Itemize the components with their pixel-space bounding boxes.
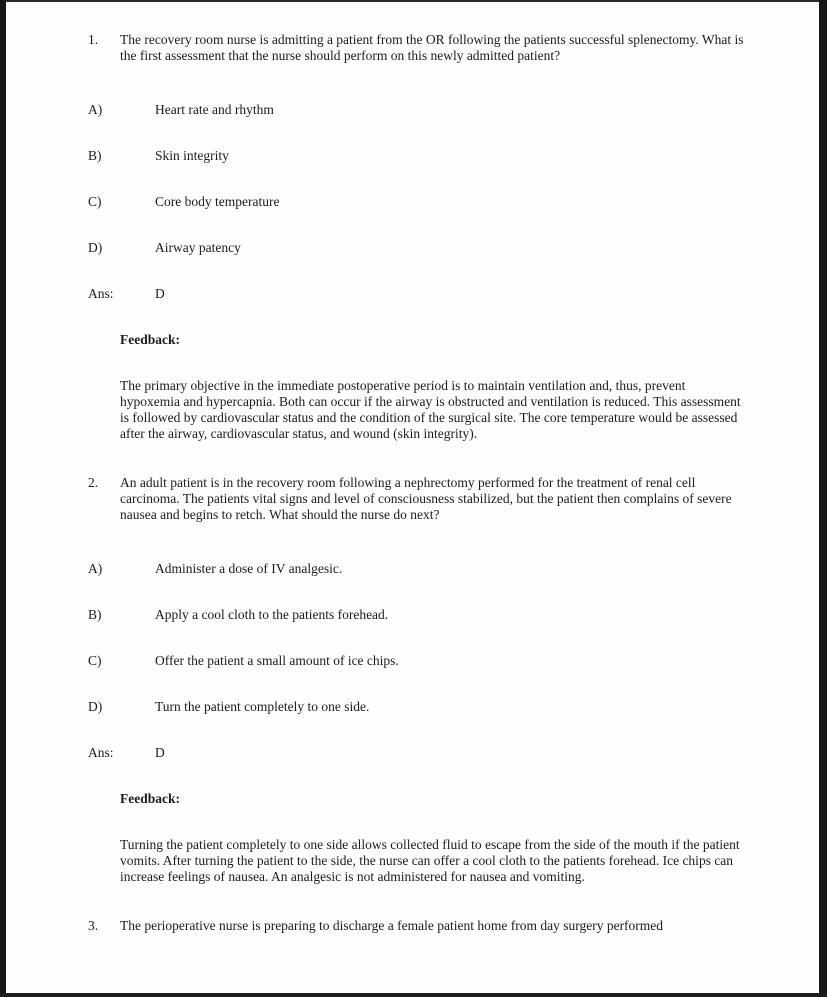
option-text: Administer a dose of IV analgesic. xyxy=(155,561,343,576)
option-text: Airway patency xyxy=(155,240,241,255)
question-2-feedback-label: Feedback: xyxy=(120,791,180,806)
option-text: Skin integrity xyxy=(155,148,229,163)
question-3 xyxy=(88,918,827,934)
option-text: Offer the patient a small amount of ice chips. xyxy=(155,653,399,668)
option-text: Core body temperature xyxy=(155,194,280,209)
question-text: The recovery room nurse is admitting a patient from the OR following the patients successful splenectomy. What is the first assessment that the nurse should perform on this newly admitted patient? xyxy=(120,32,744,63)
question-text: An adult patient is in the recovery room following a nephrectomy performed for the treatment of renal cell carcinoma. The patients vital signs and level of consciousness stabilized, but the patient then complains of severe nausea and begins to retch. What should the nurse do next? xyxy=(120,475,732,522)
option-letter: C) xyxy=(88,653,102,668)
option-letter: D) xyxy=(88,699,103,714)
question-2 xyxy=(88,475,827,523)
question-1-answer xyxy=(88,286,827,302)
question-2-option-c xyxy=(88,653,827,669)
question-1-feedback-text: The primary objective in the immediate postoperative period is to maintain ventilation and, thus, prevent hypoxemia and hypercapnia. Both can occur if the airway is obstructed and ventilation is reduced. This assessment is followed by cardiovascular status and the condition of the surgical site. The core temperature would be assessed after the airway, cardiovascular status, and wound (skin integrity). xyxy=(120,378,741,441)
option-letter: A) xyxy=(88,102,103,117)
option-letter: B) xyxy=(88,148,102,163)
question-2-option-d xyxy=(88,699,827,715)
question-2-feedback-text: Turning the patient completely to one side allows collected fluid to escape from the side of the mouth if the patient vomits. After turning the patient to the side, the nurse can offer a cool cloth to the patients forehead. Ice chips can increase feelings of nausea. An analgesic is not administered for nausea and vomiting. xyxy=(120,837,740,884)
question-1-option-a xyxy=(88,102,827,118)
question-number: 2. xyxy=(88,475,99,490)
question-number: 1. xyxy=(88,32,99,47)
answer-label: Ans: xyxy=(88,286,114,301)
option-text: Turn the patient completely to one side. xyxy=(155,699,370,714)
question-1-option-d xyxy=(88,240,827,256)
question-2-option-b xyxy=(88,607,827,623)
question-2-answer xyxy=(88,745,827,761)
answer-value: D xyxy=(155,286,165,301)
question-1-feedback-label: Feedback: xyxy=(120,332,180,347)
page-edge-bottom xyxy=(0,993,827,997)
option-text: Heart rate and rhythm xyxy=(155,102,274,117)
question-text: The perioperative nurse is preparing to discharge a female patient home from day surgery performed xyxy=(120,918,664,933)
question-1-option-b xyxy=(88,148,827,164)
question-2-option-a xyxy=(88,561,827,577)
answer-value: D xyxy=(155,745,165,760)
answer-label: Ans: xyxy=(88,745,114,760)
option-letter: D) xyxy=(88,240,103,255)
option-letter: B) xyxy=(88,607,102,622)
question-1-option-c xyxy=(88,194,827,210)
question-1 xyxy=(88,32,827,64)
question-number: 3. xyxy=(88,918,99,933)
option-letter: A) xyxy=(88,561,103,576)
option-text: Apply a cool cloth to the patients forehead. xyxy=(155,607,389,622)
option-letter: C) xyxy=(88,194,102,209)
